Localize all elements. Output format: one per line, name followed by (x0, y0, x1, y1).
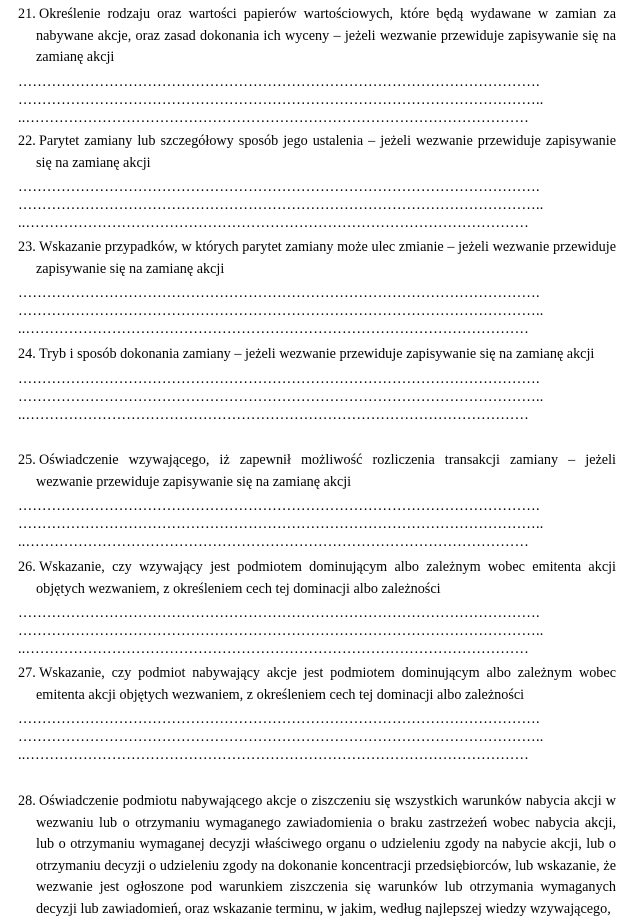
section-text: Oświadczenie wzywającego, iż zapewnił możliwość rozliczenia transakcji zamiany – jeżeli wezwanie przewiduje zapisywanie się na zamianę akcji (36, 452, 616, 490)
answer-lines (18, 497, 616, 551)
section-number: 27. (18, 665, 36, 681)
section-number: 22. (18, 133, 36, 149)
section-heading (18, 131, 616, 174)
section-text: Tryb i sposób dokonania zamiany – jeżeli wezwanie przewiduje zapisywanie się na zamianę akcji (39, 346, 595, 362)
section-heading (18, 791, 616, 920)
answer-line[interactable]: ………………………………………………………………………………………………. (18, 370, 540, 387)
section-text: Oświadczenie podmiotu nabywającego akcje o ziszczeniu się wszystkich warunków nabycia akcji w wezwaniu lub o otrzymaniu wymaganego zawiadomienia o braku zastrzeżeń wobec nabycia akcji, lub o otrzymaniu wymaganej decyzji właściwego organu o udzieleniu zgody na nabycie akcji, lub o otrzymaniu decyzji o udzieleniu zgody na dokonanie koncentracji przedsiębiorców, lub wskazanie, że wezwanie jest ogłoszone pod warunkiem ziszczenia się warunków lub otrzymania wymaganych decyzji lub zawiadomień, oraz wskazanie terminu, w jakim, według najlepszej wiedzy wzywającego, (36, 793, 616, 917)
answer-line[interactable]: ..…………………………………………………………………………………………… (18, 321, 530, 337)
section-number: 28. (18, 793, 36, 809)
answer-line[interactable]: ……………………………………………………………………………………………….. (18, 516, 544, 532)
answer-line[interactable]: ……………………………………………………………………………………………….. (18, 388, 544, 405)
answer-line[interactable]: ..…………………………………………………………………………………………… (18, 641, 530, 657)
section-22 (18, 131, 616, 232)
section-number: 21. (18, 6, 36, 22)
answer-lines (18, 370, 616, 424)
answer-line[interactable]: ………………………………………………………………………………………………. (18, 73, 540, 90)
section-heading (18, 557, 616, 600)
answer-line[interactable]: ..…………………………………………………………………………………………… (18, 215, 530, 231)
section-text: Wskazanie, czy wzywający jest podmiotem dominującym albo zależnym wobec emitenta akcji objętych wezwaniem, z określeniem cech tej dominacji albo zależności (36, 559, 616, 597)
section-number: 26. (18, 559, 36, 575)
section-number: 23. (18, 239, 36, 255)
answer-line[interactable]: ………………………………………………………………………………………………. (18, 179, 540, 195)
answer-line[interactable]: ………………………………………………………………………………………………. (18, 498, 540, 514)
answer-lines (18, 710, 616, 764)
answer-line[interactable]: ..…………………………………………………………………………………………… (18, 747, 530, 763)
answer-lines (18, 604, 616, 658)
section-25 (18, 450, 616, 551)
section-text: Parytet zamiany lub szczegółowy sposób jego ustalenia – jeżeli wezwanie przewiduje zapisywanie się na zamianę akcji (36, 133, 616, 171)
section-21 (18, 4, 616, 127)
section-heading (18, 663, 616, 706)
section-heading (18, 344, 616, 366)
answer-line[interactable]: ..…………………………………………………………………………………………… (18, 406, 530, 423)
section-heading (18, 237, 616, 280)
answer-lines (18, 178, 616, 232)
section-heading (18, 450, 616, 493)
section-26 (18, 557, 616, 658)
answer-line[interactable]: ……………………………………………………………………………………………….. (18, 623, 544, 639)
answer-line[interactable]: ………………………………………………………………………………………………. (18, 605, 540, 621)
section-number: 24. (18, 346, 36, 362)
section-23 (18, 237, 616, 338)
answer-line[interactable]: ……………………………………………………………………………………………….. (18, 303, 544, 319)
section-heading (18, 4, 616, 69)
answer-line[interactable]: ……………………………………………………………………………………………….. (18, 197, 544, 213)
answer-lines (18, 73, 616, 127)
answer-line[interactable]: ..…………………………………………………………………………………………… (18, 109, 530, 126)
section-number: 25. (18, 452, 36, 468)
answer-line[interactable]: ..…………………………………………………………………………………………… (18, 534, 530, 550)
answer-lines (18, 284, 616, 338)
section-text: Wskazanie, czy podmiot nabywający akcje jest podmiotem dominującym albo zależnym wobec emitenta akcji objętych wezwaniem, z określeniem cech tej dominacji albo zależności (36, 665, 616, 703)
section-24 (18, 344, 616, 424)
section-28 (18, 791, 616, 920)
section-text: Określenie rodzaju oraz wartości papierów wartościowych, które będą wydawane w zamian za nabywane akcje, oraz zasad dokonania ich wyceny – jeżeli wezwanie przewiduje zapisywanie się na zamianę akcji (36, 6, 616, 65)
answer-line[interactable]: ………………………………………………………………………………………………. (18, 711, 540, 727)
section-text: Wskazanie przypadków, w których parytet zamiany może ulec zmianie – jeżeli wezwanie przewiduje zapisywanie się na zamianę akcji (36, 239, 616, 277)
section-27 (18, 663, 616, 764)
answer-line[interactable]: ……………………………………………………………………………………………….. (18, 91, 544, 108)
answer-line[interactable]: ………………………………………………………………………………………………. (18, 285, 540, 301)
answer-line[interactable]: ……………………………………………………………………………………………….. (18, 729, 544, 745)
